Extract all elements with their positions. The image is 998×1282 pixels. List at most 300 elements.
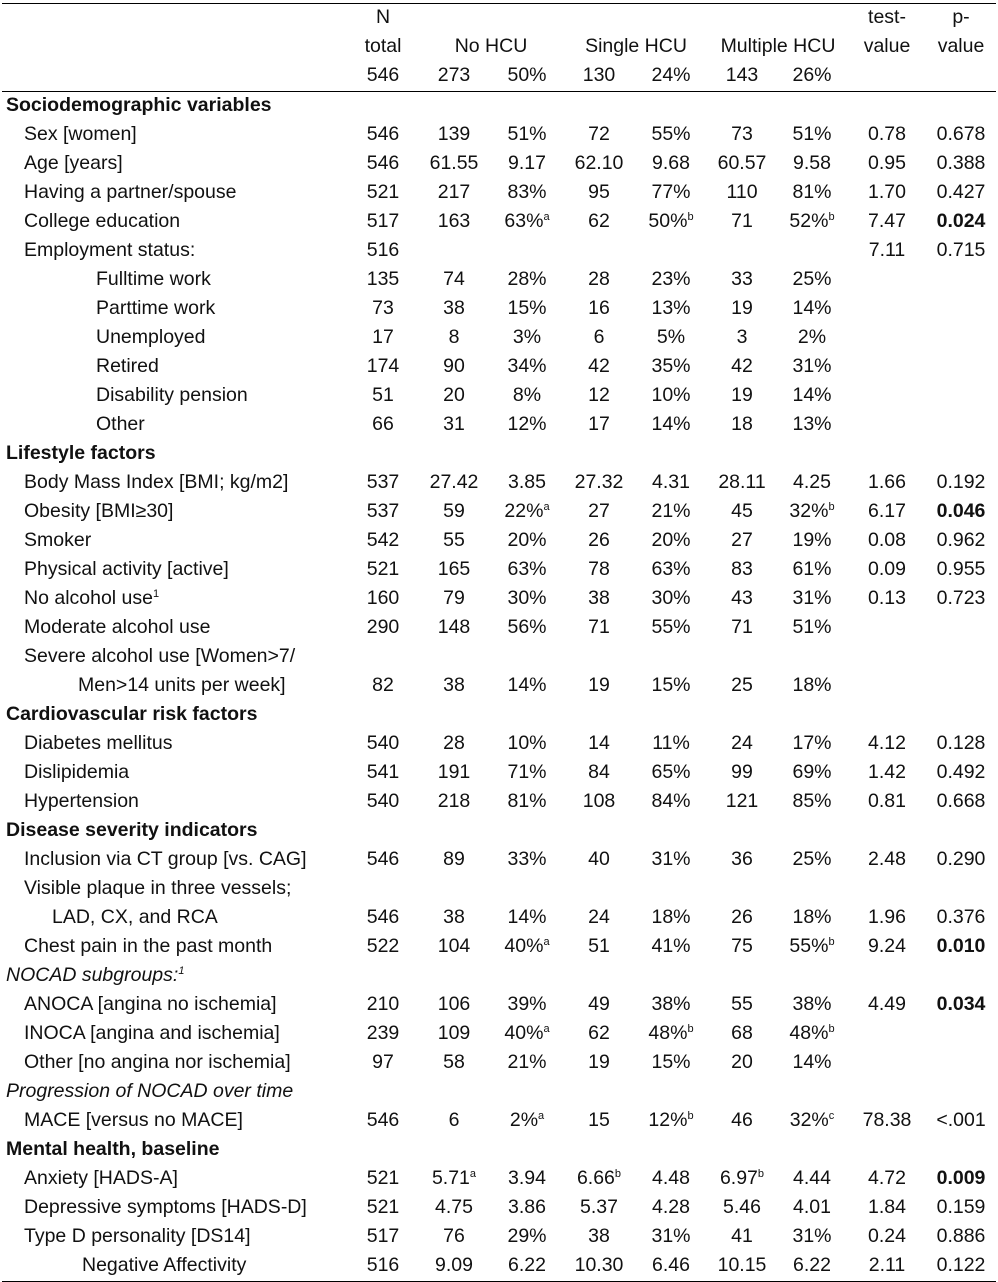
value-cell [926,730,996,759]
value-cell [418,730,490,759]
table-row [2,324,996,353]
value-cell [348,1252,418,1282]
table-row [2,1194,996,1223]
table-row [2,1020,996,1049]
value-cell [708,672,776,701]
value-text: 39% [507,993,547,1015]
value-text: 0.122 [936,1254,986,1276]
value-text: 0.009 [936,1167,986,1189]
value-text: 3.94 [508,1167,546,1189]
header-cell [2,62,348,92]
table-row [2,121,996,150]
value-cell [926,237,996,266]
table-row [2,1223,996,1252]
value-text: 34% [507,355,547,377]
row-label-text: Diabetes mellitus [24,732,173,754]
value-text: 76 [443,1225,465,1247]
value-text: 14 [588,732,610,754]
value-text: 38 [443,297,465,319]
value-cell [708,527,776,556]
row-label [2,237,348,266]
table-row [2,846,996,875]
value-text: 521 [366,558,400,580]
value-cell [776,411,848,440]
value-text: 3.86 [508,1196,546,1218]
value-text: 38 [443,906,465,928]
value-cell [708,266,776,295]
value-cell [926,904,996,933]
row-label [2,1049,348,1078]
value-cell [348,1020,418,1049]
value-cell [564,469,634,498]
value-cell [490,730,564,759]
value-text: 239 [366,1022,400,1044]
value-cell [848,1223,926,1252]
value-cell [708,324,776,353]
value-text: 108 [582,790,616,812]
value-text: 35% [651,355,691,377]
value-cell [634,1194,708,1223]
row-label-text: Lifestyle factors [6,442,156,464]
significance-superscript: b [828,936,835,948]
row-label-text: Parttime work [96,297,216,319]
value-cell [708,498,776,527]
value-text: 0.388 [936,152,986,174]
value-cell [418,295,490,324]
row-label-text: LAD, CX, and RCA [52,906,218,928]
value-text: 60.57 [717,152,767,174]
table-row [2,1049,996,1078]
value-cell [848,788,926,817]
value-cell [634,1165,708,1194]
value-cell [848,469,926,498]
value-text: 28 [588,268,610,290]
value-text: 63% [651,558,691,580]
value-cell [564,411,634,440]
table-header [2,4,996,92]
value-cell [926,1049,996,1078]
value-text: 84 [588,761,610,783]
value-cell [776,498,848,527]
value-cell [418,904,490,933]
header-cell: 50% [490,62,564,92]
value-text: 106 [437,993,471,1015]
value-cell [848,1252,926,1282]
row-label-text: Moderate alcohol use [24,616,211,638]
value-text: 0.192 [936,471,986,493]
value-text: 8 [448,326,460,348]
table-row [2,382,996,411]
value-text: 2.48 [868,848,906,870]
value-cell [490,1165,564,1194]
value-cell [564,150,634,179]
value-text: 546 [366,152,400,174]
value-text: 25% [792,268,832,290]
value-text: 521 [366,1196,400,1218]
value-text: 6.22 [793,1254,831,1276]
value-text: 62 [588,1022,610,1044]
value-cell [708,121,776,150]
value-cell [418,1107,490,1136]
value-text: 19 [588,674,610,696]
value-cell [634,527,708,556]
value-text: 51 [372,384,394,406]
value-cell [926,1165,996,1194]
value-text: 9.17 [508,152,546,174]
value-cell [490,585,564,614]
value-text: 0.128 [936,732,986,754]
value-text: 546 [366,906,400,928]
table-row [2,1165,996,1194]
value-text: 521 [366,181,400,203]
row-label-text: Anxiety [HADS-A] [24,1167,178,1189]
header-cell [2,4,348,34]
value-text: 55 [443,529,465,551]
value-text: 8% [512,384,542,406]
footnote-marker: 1 [153,588,160,600]
value-text: 0.376 [936,906,986,928]
header-cell: test- [848,4,926,34]
value-cell [634,237,708,266]
value-cell [564,846,634,875]
value-cell [708,759,776,788]
value-cell [926,208,996,237]
value-text: 139 [437,123,471,145]
value-text: 5% [656,326,686,348]
value-cell [490,208,564,237]
value-text: 31% [792,1225,832,1247]
row-label-text: Smoker [24,529,92,551]
value-text: 9.58 [793,152,831,174]
value-cell [776,1078,848,1107]
value-cell [926,498,996,527]
value-cell [490,266,564,295]
value-text: 1.42 [868,761,906,783]
value-cell [564,1049,634,1078]
table-row [2,904,996,933]
value-text: 40% [504,1022,544,1044]
value-cell [708,1223,776,1252]
row-label-text: INOCA [angina and ischemia] [24,1022,280,1044]
value-cell [348,237,418,266]
value-cell [564,904,634,933]
value-text: 104 [437,935,471,957]
value-cell [634,933,708,962]
value-cell [926,1194,996,1223]
header-cell [848,62,926,92]
section-heading-row [2,440,996,469]
row-label-text: Employment status: [24,239,196,261]
value-cell [848,556,926,585]
table-row [2,614,996,643]
row-label-text: Visible plaque in three vessels; [24,877,292,899]
value-cell [418,121,490,150]
table-row [2,556,996,585]
header-cell: total [364,35,402,57]
value-cell [926,266,996,295]
value-text: 61.55 [429,152,479,174]
row-label [2,353,348,382]
value-text: 71 [588,616,610,638]
value-text: 56% [507,616,547,638]
row-label-text: MACE [versus no MACE] [24,1109,243,1131]
value-text: 14% [792,297,832,319]
value-text: 25% [792,848,832,870]
value-cell [926,295,996,324]
value-cell [348,585,418,614]
table-row [2,150,996,179]
value-text: 217 [437,181,471,203]
row-label-text: Disability pension [96,384,248,406]
table-row [2,1252,996,1282]
value-text: 66 [372,413,394,435]
value-cell [708,643,776,672]
value-cell [348,556,418,585]
value-cell [848,1165,926,1194]
row-label-text: College education [24,210,181,232]
value-text: 12% [507,413,547,435]
value-text: 71 [731,210,753,232]
value-cell [418,1049,490,1078]
value-cell [348,904,418,933]
value-text: 31% [792,587,832,609]
value-cell [348,759,418,788]
significance-superscript: b [614,1168,622,1180]
value-cell [418,179,490,208]
table-row [2,1078,996,1107]
value-cell [926,411,996,440]
value-text: 517 [366,210,400,232]
value-cell [490,469,564,498]
value-cell [634,585,708,614]
value-text: 6 [593,326,605,348]
value-cell [848,991,926,1020]
value-text: 0.492 [936,761,986,783]
value-text: 41% [651,935,691,957]
value-text: 165 [437,558,471,580]
value-cell [708,614,776,643]
header-cell [634,4,708,34]
row-label-text: Body Mass Index [BMI; kg/m2] [24,471,289,493]
value-cell [776,585,848,614]
value-cell [926,585,996,614]
value-text: 31 [443,413,465,435]
value-text: 18% [792,674,832,696]
value-cell [348,846,418,875]
value-text: 0.290 [936,848,986,870]
value-text: 4.49 [868,993,906,1015]
value-cell [708,1107,776,1136]
row-label [2,179,348,208]
value-text: 0.886 [936,1225,986,1247]
significance-superscript: b [828,501,835,513]
value-cell [418,324,490,353]
value-text: <.001 [936,1109,986,1131]
value-text: 41 [731,1225,753,1247]
value-cell [708,1078,776,1107]
section-heading-row [2,92,996,122]
value-text: 55% [651,616,691,638]
value-cell [634,556,708,585]
row-label-text: Depressive symptoms [HADS-D] [24,1196,307,1218]
value-cell [634,469,708,498]
value-text: 28 [443,732,465,754]
value-text: 42 [731,355,753,377]
value-cell [348,614,418,643]
header-cell [926,62,996,92]
value-cell [490,237,564,266]
value-text: 83 [731,558,753,580]
value-text: 97 [372,1051,394,1073]
value-cell [348,1223,418,1252]
value-cell [490,904,564,933]
value-cell [634,759,708,788]
value-cell [926,962,996,991]
value-cell [348,411,418,440]
value-cell [776,962,848,991]
value-cell [564,759,634,788]
value-cell [634,904,708,933]
value-cell [348,1078,418,1107]
value-cell [418,498,490,527]
significance-superscript: b [687,1110,694,1122]
value-cell [634,208,708,237]
value-text: 38% [792,993,832,1015]
value-cell [490,1107,564,1136]
value-cell [708,585,776,614]
row-label-text: Retired [96,355,159,377]
value-cell [634,643,708,672]
value-cell [634,1252,708,1282]
value-cell [348,962,418,991]
row-label [2,324,348,353]
value-cell [926,614,996,643]
table-row [2,875,996,904]
value-text: 4.28 [652,1196,690,1218]
row-label [2,411,348,440]
row-label [2,614,348,643]
value-text: 540 [366,790,400,812]
value-cell [490,1194,564,1223]
value-text: 17 [372,326,394,348]
value-cell [564,121,634,150]
row-label [2,295,348,324]
value-cell [490,1223,564,1252]
value-cell [776,1049,848,1078]
value-text: 1.84 [868,1196,906,1218]
value-text: 0.678 [936,123,986,145]
value-cell [926,875,996,904]
value-cell [926,1020,996,1049]
value-text: 19 [731,384,753,406]
footnote-marker: 1 [178,965,185,977]
row-label-text: Chest pain in the past month [24,935,273,957]
value-cell [348,382,418,411]
value-text: 2% [509,1109,539,1131]
row-label-text: Other [no angina nor ischemia] [24,1051,291,1073]
row-label [2,527,348,556]
header-cell [490,4,564,34]
header-cell: Single HCU [585,35,687,57]
value-text: 45 [731,500,753,522]
value-cell [776,991,848,1020]
row-label-text: Other [96,413,145,435]
header-cell: Multiple HCU [720,35,836,57]
value-cell [848,382,926,411]
value-text: 6.17 [868,500,906,522]
value-text: 77% [651,181,691,203]
value-cell [848,904,926,933]
value-cell [708,846,776,875]
value-text: 40% [504,935,544,957]
value-cell [348,991,418,1020]
value-cell [848,1020,926,1049]
row-label [2,1165,348,1194]
header-row [2,33,996,62]
row-label [2,730,348,759]
value-cell [490,991,564,1020]
value-text: 51% [792,123,832,145]
value-text: 121 [725,790,759,812]
table-row [2,991,996,1020]
value-text: 51% [792,616,832,638]
value-cell [564,237,634,266]
value-cell [708,962,776,991]
value-cell [926,324,996,353]
value-text: 3.85 [508,471,546,493]
row-label [2,701,996,730]
value-text: 59 [443,500,465,522]
value-text: 22% [504,500,544,522]
value-cell [564,1020,634,1049]
header-cell [418,4,490,34]
value-cell [776,1107,848,1136]
value-cell [348,672,418,701]
value-cell [418,556,490,585]
value-cell [634,1107,708,1136]
table-row [2,585,996,614]
value-cell [926,1107,996,1136]
value-cell [634,1078,708,1107]
table-row [2,672,996,701]
value-cell [490,1078,564,1107]
value-text: 30% [651,587,691,609]
value-text: 55% [789,935,829,957]
value-text: 32% [789,500,829,522]
table-row [2,498,996,527]
value-text: 46 [731,1109,753,1131]
value-text: 0.427 [936,181,986,203]
value-cell [564,875,634,904]
header-cell [708,4,776,34]
value-cell [418,469,490,498]
value-text: 14% [651,413,691,435]
value-cell [848,295,926,324]
value-cell [418,846,490,875]
value-cell [708,353,776,382]
value-text: 0.024 [936,210,986,232]
value-text: 537 [366,471,400,493]
value-text: 27.32 [574,471,624,493]
value-text: 541 [366,761,400,783]
value-text: 0.010 [936,935,986,957]
row-label [2,585,348,614]
value-cell [926,1078,996,1107]
value-text: 27 [588,500,610,522]
value-text: 14% [507,906,547,928]
value-cell [348,1194,418,1223]
value-text: 10.15 [717,1254,767,1276]
